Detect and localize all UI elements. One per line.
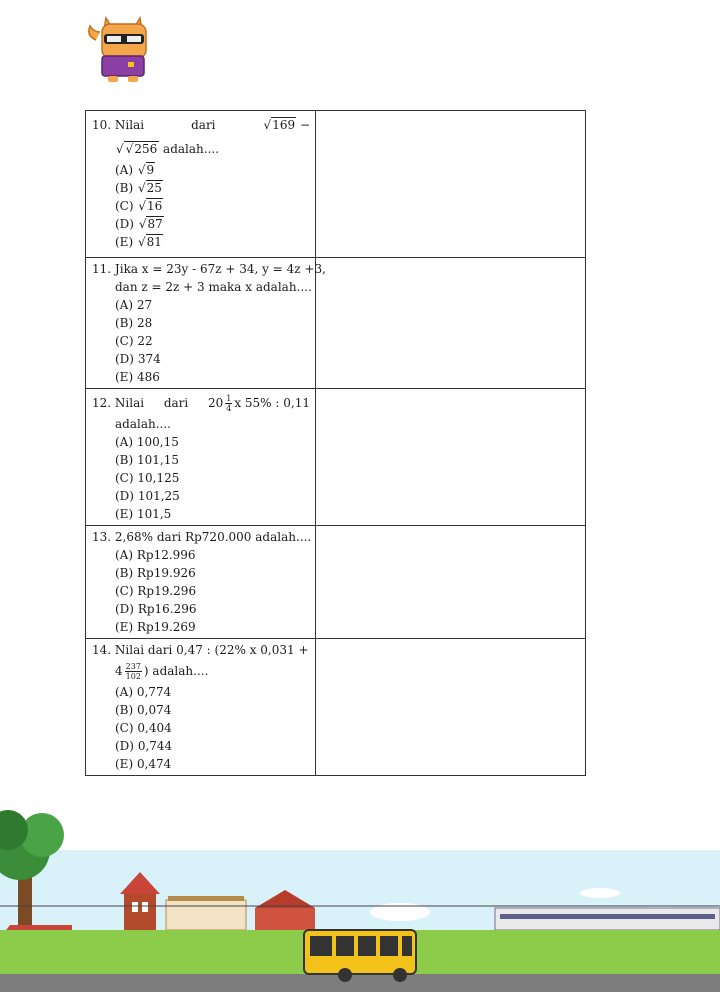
table-row — [86, 389, 586, 526]
question-text: Nilai dari 0,47 : (22% x 0,031 + — [114, 643, 309, 657]
option: (A) 0,774 — [115, 685, 172, 699]
table-row — [86, 111, 586, 258]
option: (E) 101,5 — [115, 507, 172, 521]
option: (C) 10,125 — [115, 471, 180, 485]
question-suffix: adalah.... — [163, 142, 220, 156]
question-text: 2,68% dari Rp720.000 adalah.... — [114, 530, 312, 544]
option: (B) √25 — [115, 181, 162, 195]
question-table — [85, 110, 586, 776]
option: (E) 486 — [115, 370, 160, 384]
option: (C) 0,404 — [115, 721, 172, 735]
option: (D) √87 — [115, 217, 163, 231]
table-row — [86, 639, 586, 776]
answer-cell — [316, 258, 586, 389]
question-cell — [86, 258, 326, 389]
option: (A) 27 — [115, 298, 153, 312]
option: (E) Rp19.269 — [115, 620, 196, 634]
table-row — [86, 526, 586, 639]
question-text: Jika x = 23y - 67z + 34, y = 4z +3, — [114, 262, 326, 276]
option: (B) Rp19.926 — [115, 566, 196, 580]
option: (B) 28 — [115, 316, 153, 330]
option: (C) 22 — [115, 334, 153, 348]
question-text: adalah.... — [115, 417, 171, 431]
question-cell — [86, 389, 316, 526]
question-expression: √169 − — [263, 118, 310, 132]
question-word: dari — [163, 396, 189, 410]
question-text: dan z = 2z + 3 maka x adalah.... — [115, 280, 312, 294]
option: (E) √81 — [115, 235, 162, 249]
answer-cell — [316, 111, 586, 258]
option: (A) √9 — [115, 163, 155, 177]
question-cell — [86, 526, 316, 639]
option: (B) 101,15 — [115, 453, 180, 467]
table-row — [86, 258, 586, 389]
answer-cell — [316, 526, 586, 639]
option: (E) 0,474 — [115, 757, 172, 771]
question-cell — [86, 639, 316, 776]
option: (D) 374 — [115, 352, 161, 366]
question-word: Nilai — [114, 396, 145, 410]
question-word: dari — [191, 118, 216, 132]
option: (C) Rp19.296 — [115, 584, 197, 598]
question-number: 13. — [92, 530, 112, 544]
bus-icon — [304, 930, 416, 982]
cat-mascot-icon — [84, 12, 156, 84]
answer-cell — [316, 389, 586, 526]
question-expression: 4 $\frac{237}{102}$ ) adalah.... — [115, 662, 209, 681]
question-cell: 10. Nilai dari √169 − √ √256 adalah.... (A) √9 (B) √25 (C) √16 (D) √87 (E) √81 — [86, 111, 316, 258]
option: (A) Rp12.996 — [115, 548, 196, 562]
question-word: Nilai — [114, 118, 145, 132]
option: (A) 100,15 — [115, 435, 179, 449]
option: (C) √16 — [115, 199, 163, 213]
answer-cell — [316, 639, 586, 776]
train-icon — [495, 908, 720, 930]
building-icon — [166, 890, 315, 930]
option: (B) 0,074 — [115, 703, 172, 717]
question-number: 11. — [92, 262, 112, 276]
city-scene-icon — [0, 790, 720, 992]
question-number: 14. — [92, 643, 112, 657]
option: (D) 101,25 — [115, 489, 180, 503]
question-number: 12. — [92, 396, 112, 410]
question-expression: 20 $\frac{1}{4}$ x 55% : 0,11 — [207, 394, 310, 413]
option: (D) 0,744 — [115, 739, 173, 753]
option: (D) Rp16.296 — [115, 602, 197, 616]
question-number: 10. — [92, 118, 112, 132]
